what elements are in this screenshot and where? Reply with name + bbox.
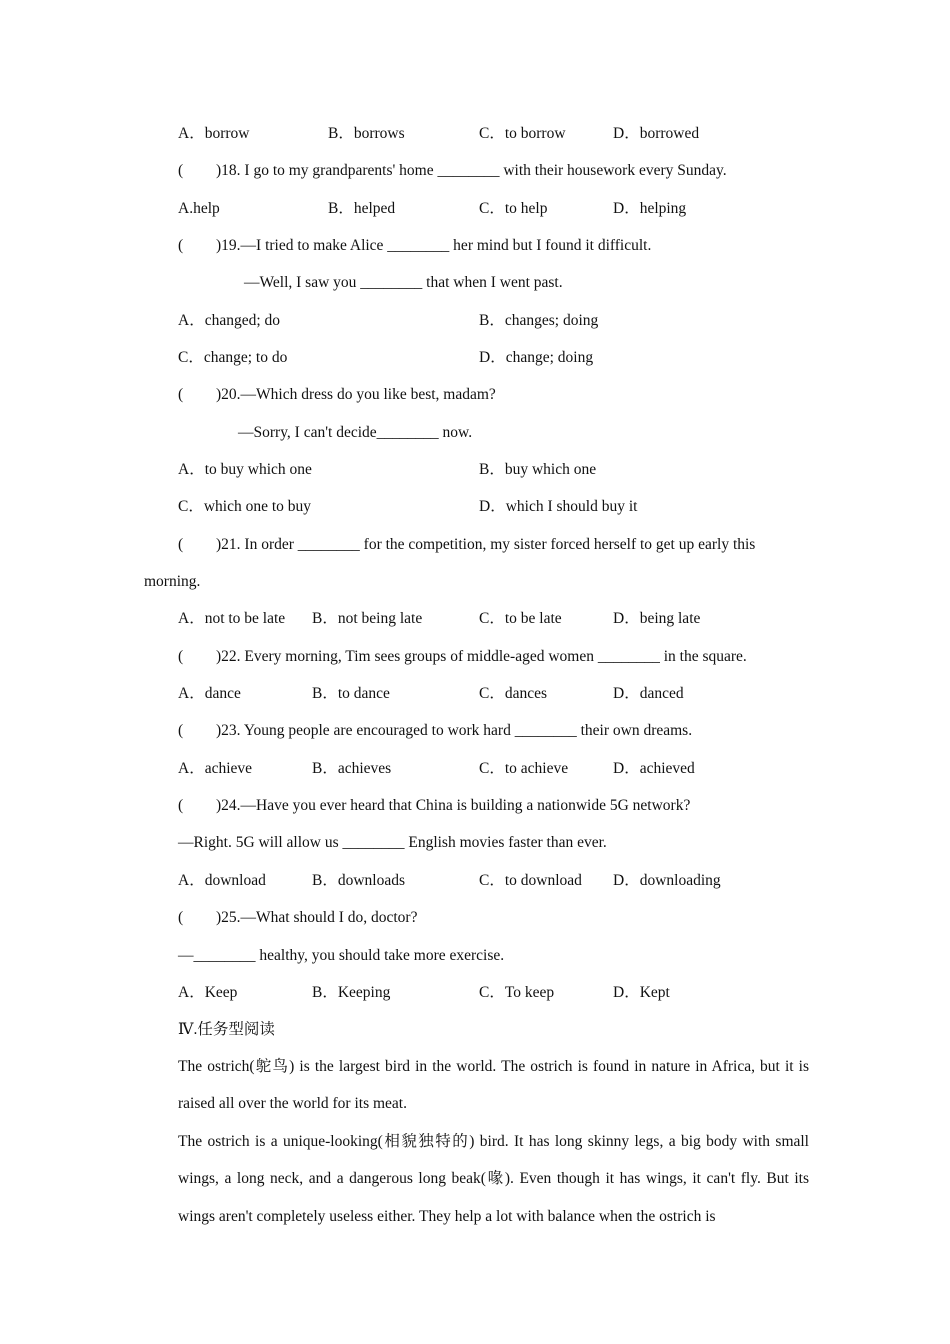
- q21-option-c: C．to be late: [479, 610, 562, 627]
- q23-paren: (: [178, 722, 184, 739]
- q17-option-c: C．to borrow: [479, 125, 566, 142]
- q25-option-d: D．Kept: [613, 984, 670, 1001]
- q23-option-c: C．to achieve: [479, 760, 569, 777]
- q18-option-c: C．to help: [479, 200, 548, 217]
- q24-text: )24.—Have you ever heard that China is building a nationwide 5G network?: [216, 797, 691, 814]
- section-title: Ⅳ.任务型阅读: [178, 1021, 275, 1038]
- passage-p2-text: The ostrich is a unique-looking(相貌独特的) bird. It has long skinny legs, a big body with small wings, a long neck, and a dangerous long beak(喙). Even though it has wings, it can't fly. But its wings aren't completely useless either. They help a lot with balance when the ostrich is: [178, 1133, 809, 1225]
- q23-option-b: B．achieves: [312, 760, 392, 777]
- q20-option-c: C．which one to buy: [178, 498, 312, 515]
- q21-option-a: A．not to be late: [178, 610, 286, 627]
- q24-option-d: D．downloading: [613, 872, 721, 889]
- q19-text: )19.—I tried to make Alice ________ her mind but I found it difficult.: [216, 237, 652, 254]
- q22-paren: (: [178, 648, 184, 665]
- q22-text: )22. Every morning, Tim sees groups of middle-aged women ________ in the square.: [216, 648, 747, 665]
- q25-option-b: B．Keeping: [312, 984, 391, 1001]
- q18-option-a: A.help: [178, 200, 220, 217]
- q17-option-a: A．borrow: [178, 125, 250, 142]
- q25-reply-text: —________ healthy, you should take more exercise.: [178, 947, 505, 964]
- q20-text: )20.—Which dress do you like best, madam?: [216, 386, 496, 403]
- q19-paren: (: [178, 237, 184, 254]
- q20-paren: (: [178, 386, 184, 403]
- q21-option-b: B．not being late: [312, 610, 423, 627]
- q19-option-d: D．change; doing: [479, 349, 594, 366]
- q19-reply-text: —Well, I saw you ________ that when I went past.: [244, 274, 563, 291]
- q25-paren: (: [178, 909, 184, 926]
- q24-reply-text: —Right. 5G will allow us ________ English movies faster than ever.: [178, 834, 607, 851]
- q25-text: )25.—What should I do, doctor?: [216, 909, 418, 926]
- q22-option-a: A．dance: [178, 685, 241, 702]
- q24-option-b: B．downloads: [312, 872, 406, 889]
- q19-option-b: B．changes; doing: [479, 312, 599, 329]
- q19-option-a: A．changed; do: [178, 312, 281, 329]
- passage-p1-text: The ostrich(鸵鸟) is the largest bird in the world. The ostrich is found in nature in Africa, but it is raised all over the world for its meat.: [178, 1058, 809, 1113]
- q22-option-c: C．dances: [479, 685, 548, 702]
- q21-paren: (: [178, 536, 184, 553]
- q20-reply-text: —Sorry, I can't decide________ now.: [238, 424, 473, 441]
- q18-option-b: B．helped: [328, 200, 396, 217]
- passage-paragraph-1: [144, 1048, 809, 1123]
- q17-option-b: B．borrows: [328, 125, 405, 142]
- q18-paren: (: [178, 162, 184, 179]
- q24-option-c: C．to download: [479, 872, 582, 889]
- q17-option-d: D．borrowed: [613, 125, 700, 142]
- q25-option-c: C．To keep: [479, 984, 555, 1001]
- q20-option-a: A．to buy which one: [178, 461, 312, 478]
- q23-option-a: A．achieve: [178, 760, 253, 777]
- q20-option-b: B．buy which one: [479, 461, 597, 478]
- q19-option-c: C．change; to do: [178, 349, 288, 366]
- q21-cont-text: morning.: [144, 573, 201, 590]
- q22-option-b: B．to dance: [312, 685, 390, 702]
- q21-option-d: D．being late: [613, 610, 701, 627]
- q24-option-a: A．download: [178, 872, 266, 889]
- q23-text: )23. Young people are encouraged to work hard ________ their own dreams.: [216, 722, 693, 739]
- q18-option-d: D．helping: [613, 200, 687, 217]
- q22-option-d: D．danced: [613, 685, 684, 702]
- passage-paragraph-2: [144, 1123, 809, 1235]
- q25-option-a: A．Keep: [178, 984, 238, 1001]
- q24-paren: (: [178, 797, 184, 814]
- q20-option-d: D．which I should buy it: [479, 498, 638, 515]
- q21-text: )21. In order ________ for the competition, my sister forced herself to get up early this: [216, 536, 756, 553]
- q23-option-d: D．achieved: [613, 760, 695, 777]
- q18-text: )18. I go to my grandparents' home ________ with their housework every Sunday.: [216, 162, 727, 179]
